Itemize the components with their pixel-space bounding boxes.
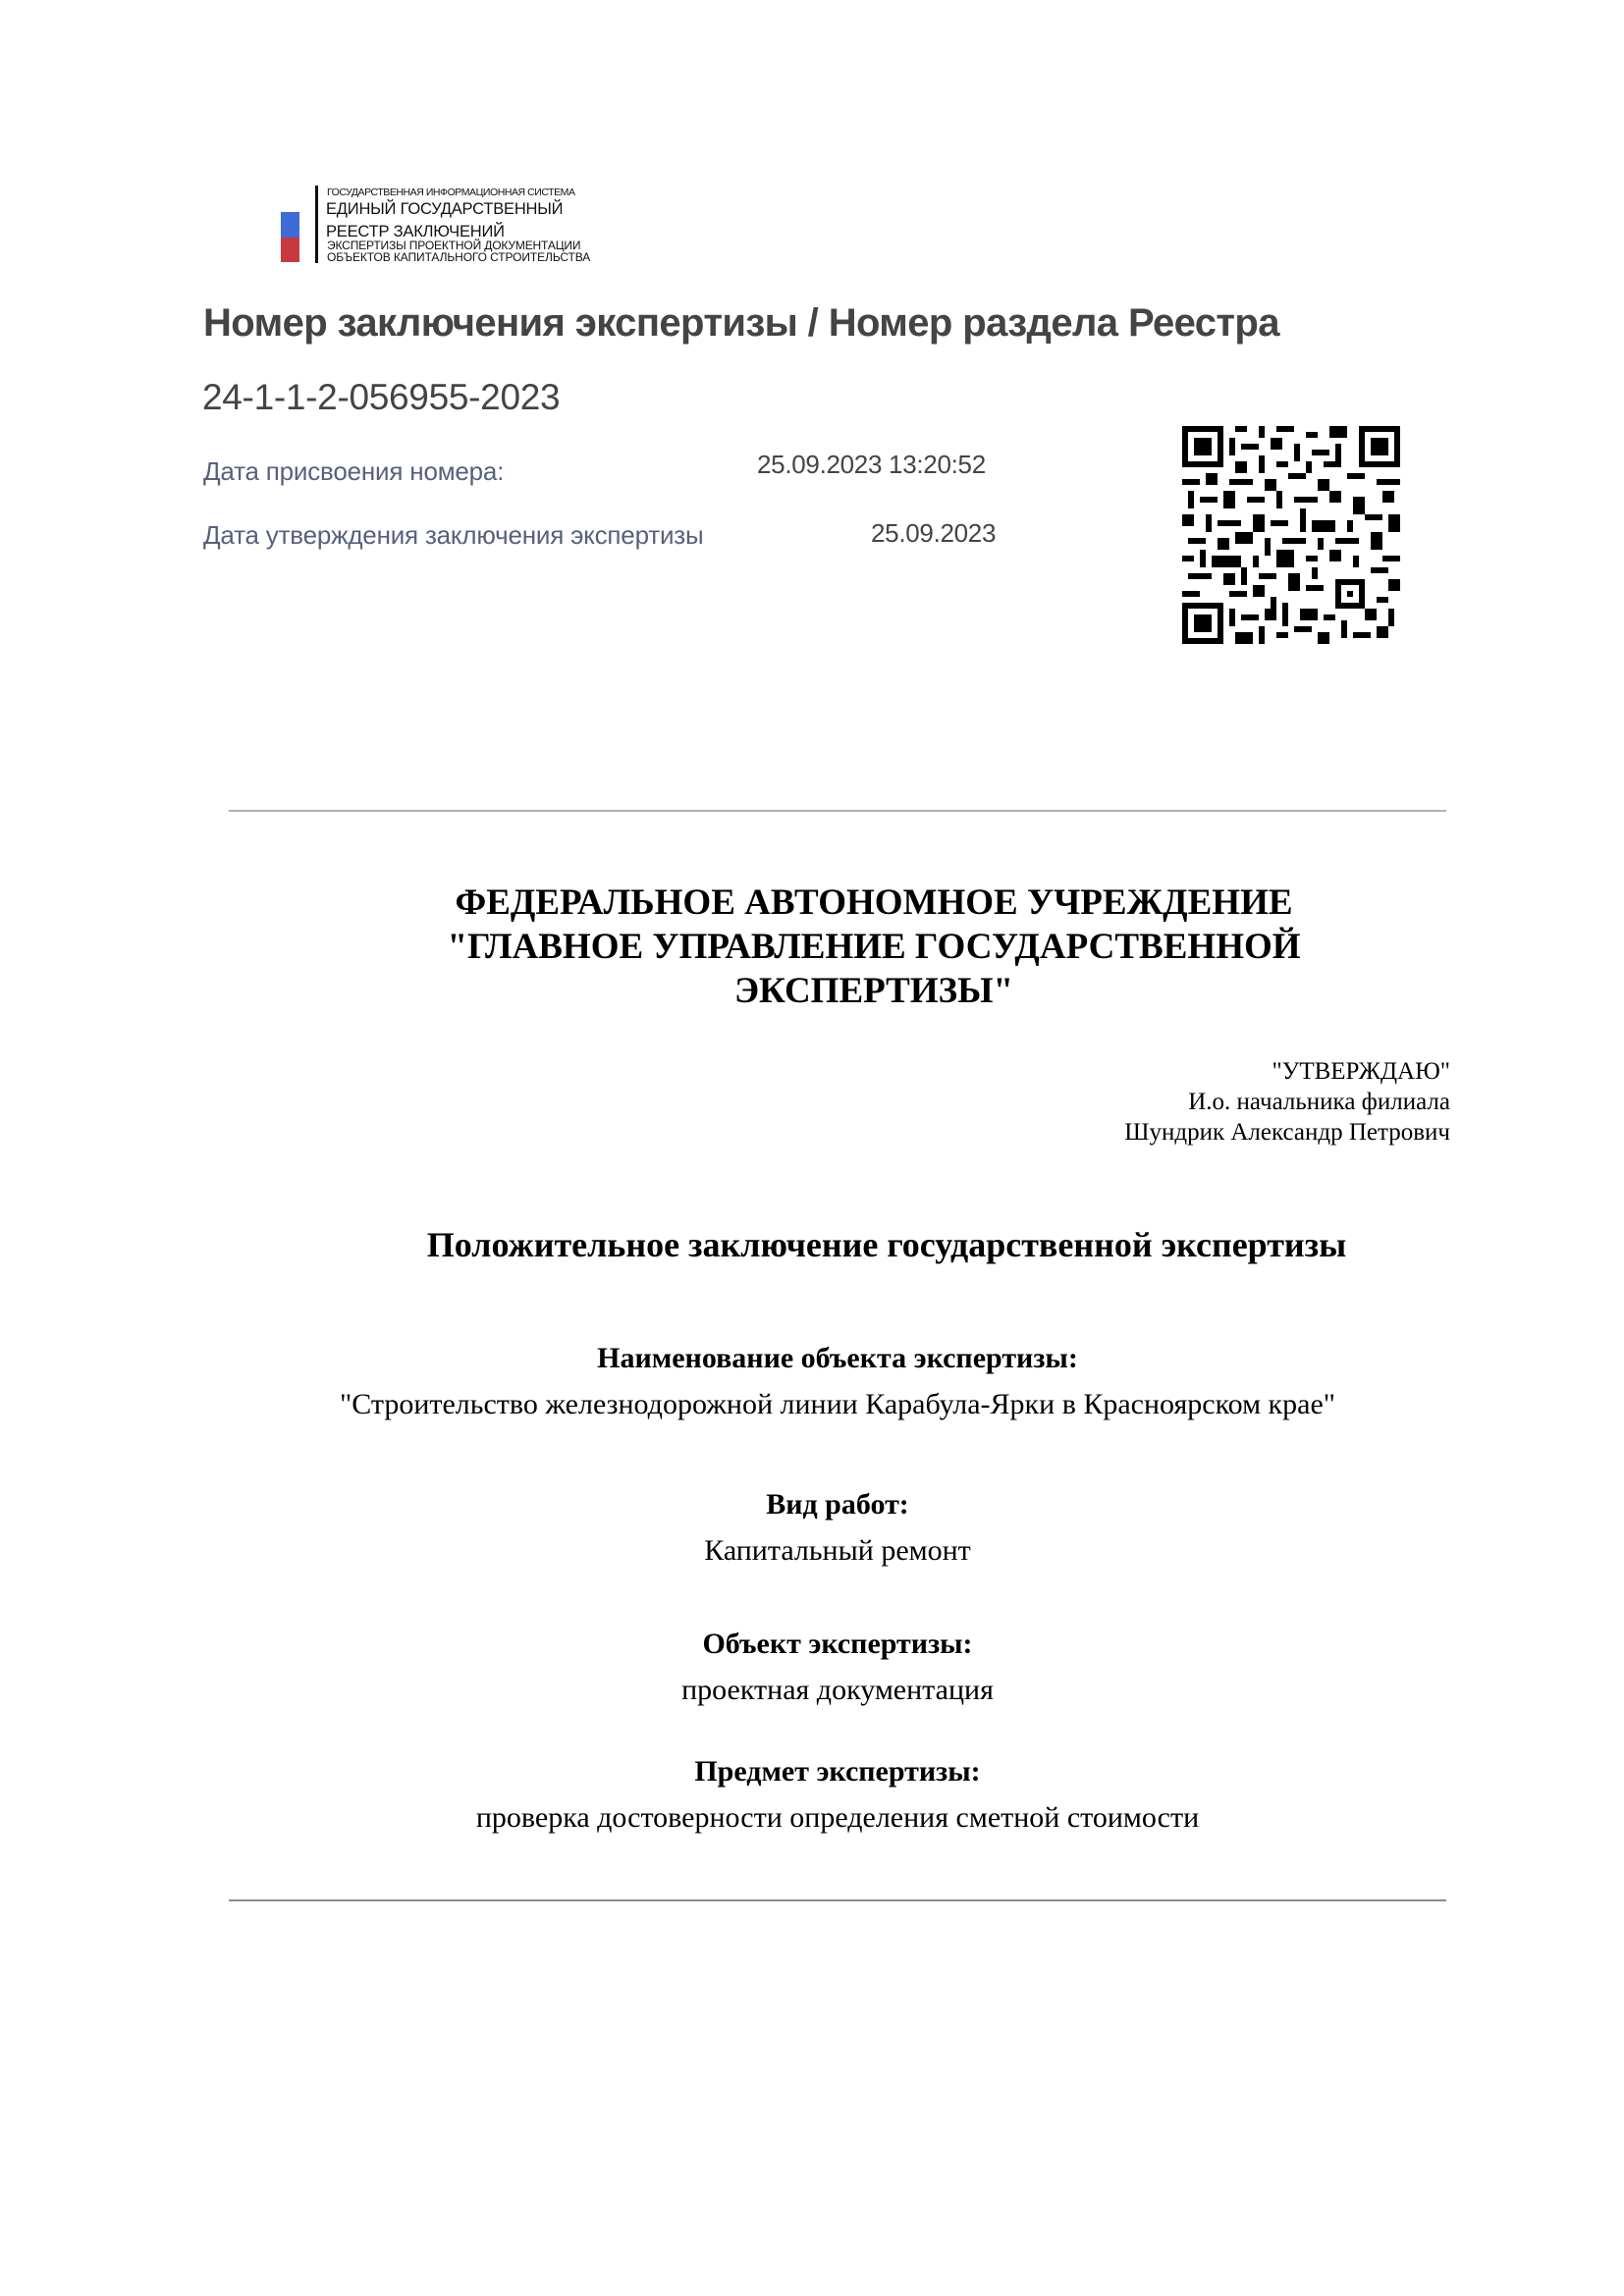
organization-line-1: ФЕДЕРАЛЬНОЕ АВТОНОМНОЕ УЧРЕЖДЕНИЕ	[455, 882, 1293, 923]
assignment-date-label: Дата присвоения номера:	[203, 456, 505, 486]
approver-position: И.о. начальника филиала	[1188, 1089, 1450, 1115]
logo-line-1: ГОСУДАРСТВЕННАЯ ИНФОРМАЦИОННАЯ СИСТЕМА	[327, 187, 575, 198]
divider-top	[229, 810, 1446, 812]
approval-stamp: "УТВЕРЖДАЮ"	[1272, 1058, 1450, 1085]
section-heading-work-type: Вид работ:	[766, 1488, 909, 1521]
conclusion-number: 24-1-1-2-056955-2023	[202, 377, 561, 417]
section-value-expertise-subject: проверка достоверности определения сметной стоимости	[475, 1801, 1200, 1834]
logo-line-3: РЕЕСТР ЗАКЛЮЧЕНИЙ	[326, 223, 505, 240]
approval-date-label: Дата утверждения заключения экспертизы	[203, 520, 704, 550]
approval-date-value: 25.09.2023	[871, 518, 997, 548]
qr-code-icon[interactable]	[1182, 426, 1400, 644]
organization-line-2: "ГЛАВНОЕ УПРАВЛЕНИЕ ГОСУДАРСТВЕННОЙ	[447, 927, 1301, 967]
section-value-expertise-object: проектная документация	[681, 1674, 994, 1706]
flag-red-stripe-icon	[281, 238, 299, 262]
section-heading-expertise-object: Объект экспертизы:	[702, 1628, 973, 1660]
conclusion-type-heading: Положительное заключение государственной экспертизы	[426, 1225, 1347, 1264]
section-value-work-type: Капитальный ремонт	[704, 1534, 971, 1567]
assignment-date-value: 25.09.2023 13:20:52	[757, 450, 986, 479]
registry-title: Номер заключения экспертизы / Номер раздела Реестра	[203, 301, 1279, 345]
logo-line-4: ЭКСПЕРТИЗЫ ПРОЕКТНОЙ ДОКУМЕНТАЦИИ	[327, 239, 581, 252]
section-value-object-name: "Строительство железнодорожной линии Карабула-Ярки в Красноярском крае"	[339, 1388, 1336, 1420]
approver-name: Шундрик Александр Петрович	[1124, 1119, 1450, 1146]
logo-line-2: ЕДИНЫЙ ГОСУДАРСТВЕННЫЙ	[326, 200, 564, 218]
section-heading-object-name: Наименование объекта экспертизы:	[597, 1342, 1078, 1374]
logo-divider-bar	[315, 186, 318, 263]
divider-bottom	[229, 1899, 1446, 1901]
approval-block	[1124, 1056, 1450, 1148]
flag-blue-stripe-icon	[281, 212, 299, 238]
organization-name	[334, 881, 1414, 1013]
section-heading-expertise-subject: Предмет экспертизы:	[694, 1755, 981, 1788]
organization-line-3: ЭКСПЕРТИЗЫ"	[733, 971, 1014, 1011]
logo-line-5: ОБЪЕКТОВ КАПИТАЛЬНОГО СТРОИТЕЛЬСТВА	[327, 250, 591, 264]
